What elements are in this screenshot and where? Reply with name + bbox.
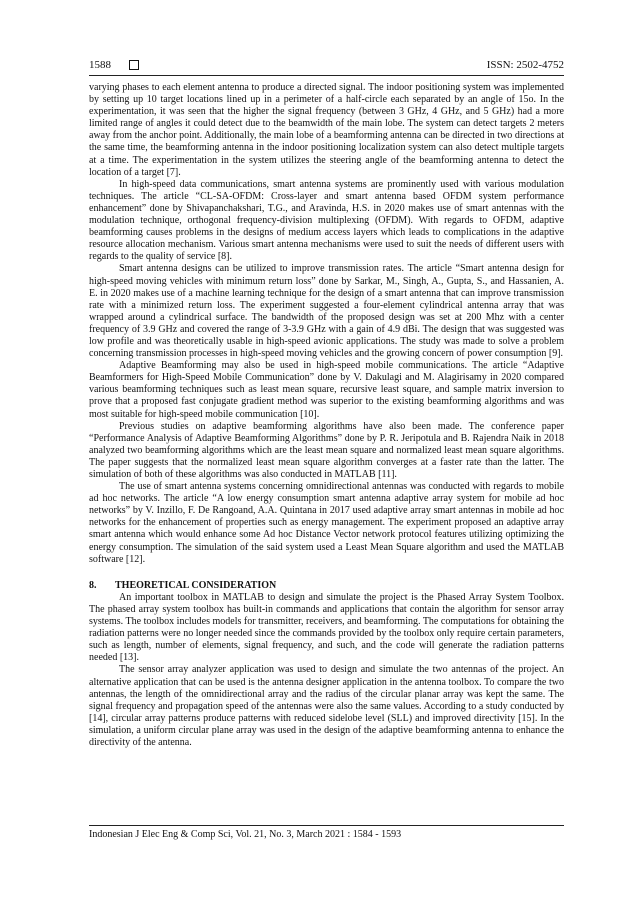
page-footer (89, 829, 564, 841)
body-paragraph: Smart antenna designs can be utilized to improve transmission rates. The article “Smart antenna design for high-speed moving vehicles with minimum return loss” done by Sarkar, M., Singh, A., Gupta, S., and Hassanien, A. E. in 2020 makes use of a machine learning technique for the design of a smart antenna that can improve transmission rate with a minimized return loss. The experiment suggested a four-element cylindrical antenna array that was wrapped around a cylindrical surface. The bandwidth of the proposed design was set at 200 Mhz with a center frequency of 3.9 GHz and covered the range of 3-3.9 GHz with a gain of 4.9 dBi. The design that was suggested was low profile and was theoretically usable in high-speed avionic applications. The study was made to solve a problem concerning transmission processes in high-speed moving vehicles and the growing concern of power consumption [9]. (89, 263, 564, 360)
section-paragraph: The sensor array analyzer application was used to design and simulate the two antennas of the project. An alternative application that can be used is the antenna designer application in the antenna toolbox. To compare the two antennas, the length of the omnidirectional array and the radius of the circular planar array was kept the same. The signal frequency and propagation speed of the antennas were also the same values. According to a study conducted by [14], circular array patterns produce patterns with reduced sidelobe level (SLL) and improved directivity [15]. In the simulation, a uniform circular plane array was used in the design of the adaptive beamforming antenna to enhance the directivity of the antenna. (89, 664, 564, 748)
body-paragraph: varying phases to each element antenna to produce a directed signal. The indoor positioning system was implemented by setting up 10 target locations lined up in a perimeter of a half-circle each separated by an angle of 15o. In the experimentation, it was seen that the higher the signal frequency (between 3 GHz, 4 GHz, and 5 GHz) had a more limited range of angles it could detect due to the beamwidth of the main lobe. The system can detect targets 2 meters away from the anchor point. Additionally, the main lobe of a beamforming antenna can be directed in two directions at the same time, the beamforming antenna in the indoor positioning localization system can also detect multiple targets at a time. The experimentation in the system utilizes the steering angle of the beamforming antenna to detect the location of a target [7]. (89, 82, 564, 178)
footer-divider (89, 825, 564, 826)
square-box-icon (129, 60, 139, 70)
section-number: 8. (89, 579, 97, 591)
section-paragraph: An important toolbox in MATLAB to design and simulate the project is the Phased Array System Toolbox. The phased array system toolbox has built-in commands and applications that contain the algorithm for sensor array systems. The toolbox includes models for transmitter, receivers, and beamforming. The computations for obtaining the radiation patterns were no longer needed since the commands provided by the toolbox only require certain parameters, such as length, number of elements, signal frequency, and such, and the code will generate the radiation patterns needed [13]. (89, 591, 564, 664)
section-heading (89, 580, 564, 592)
issn-label: ISSN: 2502-4752 (486, 59, 564, 71)
body-paragraph: The use of smart antenna systems concerning omnidirectional antennas was conducted with regards to mobile ad hoc networks. The article “A low energy consumption smart antenna adaptive array system for mobile ad hoc networks” by V. Inzillo, F. De Rangoand, A.A. Quintana in 2017 used adaptive array smart antennas in mobile ad hoc networks for the enhancement of properties such as energy management. The experiment proposed an adaptive array smart antenna which would enhance some Ad hoc Distance Vector network protocol features utilizing optimizing the energy consumption. The simulation of the said system used a Least Mean Square algorithm and used the MATLAB software [12]. (89, 481, 564, 565)
body-paragraph: In high-speed data communications, smart antenna systems are prominently used with various modulation techniques. The article “CL-SA-OFDM: Cross-layer and smart antenna based OFDM system performance enhancement” done by Shivapanchakshari, T.G., and Aravinda, H.S. in 2020 makes use of smart antennas with the modulation technique, orthogonal frequency-division multiplexing (OFDM). With regards to OFDM, adaptive beamforming causes problems in the designs of medium access layers which leads to complications in the adaptive resource allocation mechanism. Various smart antenna mechanisms were used to suit the needs of different users with regards to the quality of service [8]. (89, 178, 564, 263)
body-paragraph: Previous studies on adaptive beamforming algorithms have also been made. The conference paper “Performance Analysis of Adaptive Beamforming Algorithms” done by P. R. Jeripotula and B. Rajendra Naik in 2018 analyzed two beamforming algorithms which are the least mean square and normalized least mean square algorithms. The paper suggests that the normalized least mean square algorithm converges at a faster rate than the latter. The simulation of both of these algorithms was also conducted in MATLAB [11]. (89, 420, 564, 480)
article-body (89, 82, 564, 749)
journal-citation: Indonesian J Elec Eng & Comp Sci, Vol. 21, No. 3, March 2021 : 1584 - 1593 (89, 829, 402, 840)
page-number: 1588 (89, 59, 111, 71)
body-paragraph: Adaptive Beamforming may also be used in high-speed mobile communications. The article “Adaptive Beamformers for High-Speed Mobile Communication” done by V. Dakulagi and M. Alagirisamy in 2020 compared various beamforming techniques such as least mean square, recursive least square, and sample matrix inversion to prove that a proposed fast conjugate gradient method was superior to the existing beamforming algorithms and was most suitable for high-speed mobile communication [10]. (89, 360, 564, 420)
page-header (89, 58, 564, 74)
section-title: THEORETICAL CONSIDERATION (115, 579, 277, 591)
header-divider (89, 75, 564, 76)
